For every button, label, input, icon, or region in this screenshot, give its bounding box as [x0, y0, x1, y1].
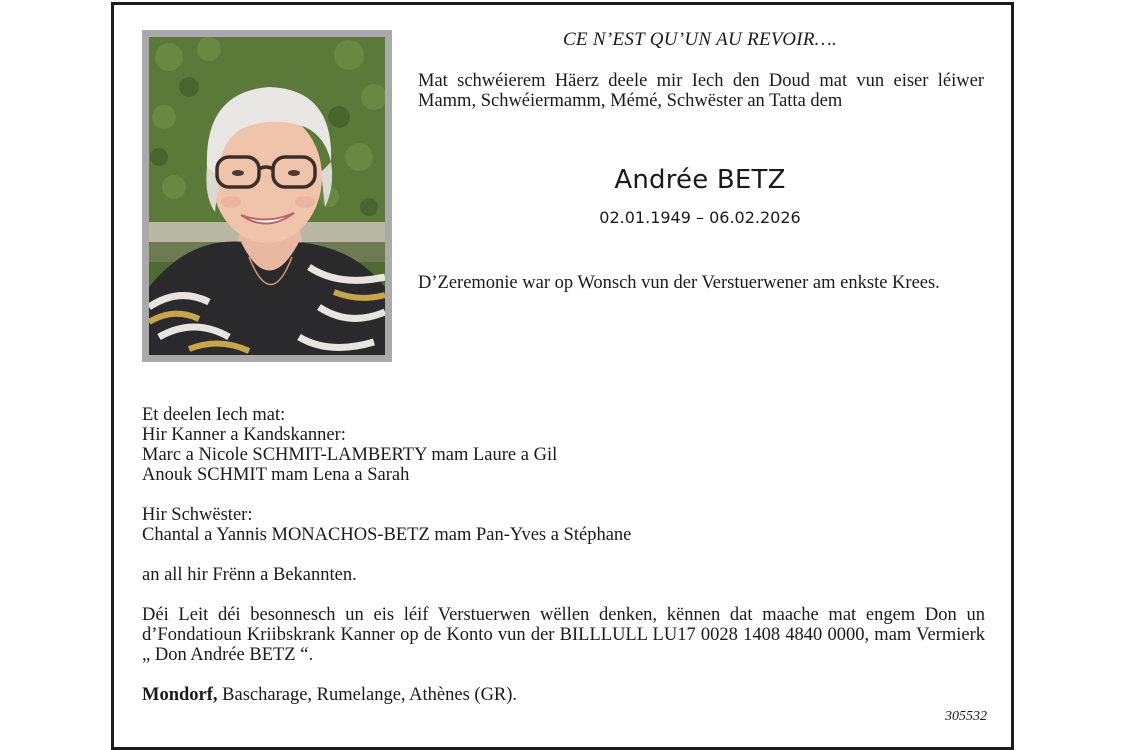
portrait-frame: [142, 30, 392, 362]
motto-heading: CE N’EST QU’UN AU REVOIR….: [562, 29, 838, 50]
children-line: Anouk SCHMIT mam Lena a Sarah: [142, 465, 410, 485]
portrait-photo: [149, 37, 385, 355]
obituary-notice: [111, 2, 1014, 750]
children-heading: Hir Kanner a Kandskanner:: [142, 425, 346, 445]
family-section: [142, 405, 985, 705]
ceremony-text: D’Zeremonie war op Wonsch vun der Verstuerwener am enkste Krees.: [418, 273, 940, 293]
locality-primary: Mondorf,: [142, 685, 218, 705]
sister-heading: Hir Schwëster:: [142, 505, 253, 525]
portrait-image: [149, 37, 385, 355]
spacer: [142, 585, 985, 605]
spacer: [142, 665, 985, 685]
spacer: [142, 485, 985, 505]
intro-text: Mat schwéierem Häerz deele mir Iech den Doud mat vun eiser léiwer Mamm, Schwéiermamm, Mémé, Schwëster an Tatta dem: [418, 71, 984, 111]
reference-number: 305532: [945, 709, 987, 724]
children-line: Marc a Nicole SCHMIT-LAMBERTY mam Laure a Gil: [142, 445, 558, 465]
locality-line: [142, 685, 985, 705]
life-dates: 02.01.1949 – 06.02.2026: [599, 208, 801, 227]
sister-line: Chantal a Yannis MONACHOS-BETZ mam Pan-Yves a Stéphane: [142, 525, 632, 545]
friends-line: an all hir Frënn a Bekannten.: [142, 565, 357, 585]
deceased-name: Andrée BETZ: [614, 165, 786, 195]
locality-others: Bascharage, Rumelange, Athènes (GR).: [217, 685, 518, 705]
spacer: [142, 545, 985, 565]
donation-text: Déi Leit déi besonnesch un eis léif Verstuerwen wëllen denken, kënnen dat maache mat engem Don un d’Fondatioun Kriibskrank Kanner op de Konto vun der BILLLULL LU17 0028 1408 4840 0000, mam Vermierk „ Don Andrée BETZ “.: [142, 605, 985, 665]
share-intro: Et deelen Iech mat:: [142, 405, 286, 425]
